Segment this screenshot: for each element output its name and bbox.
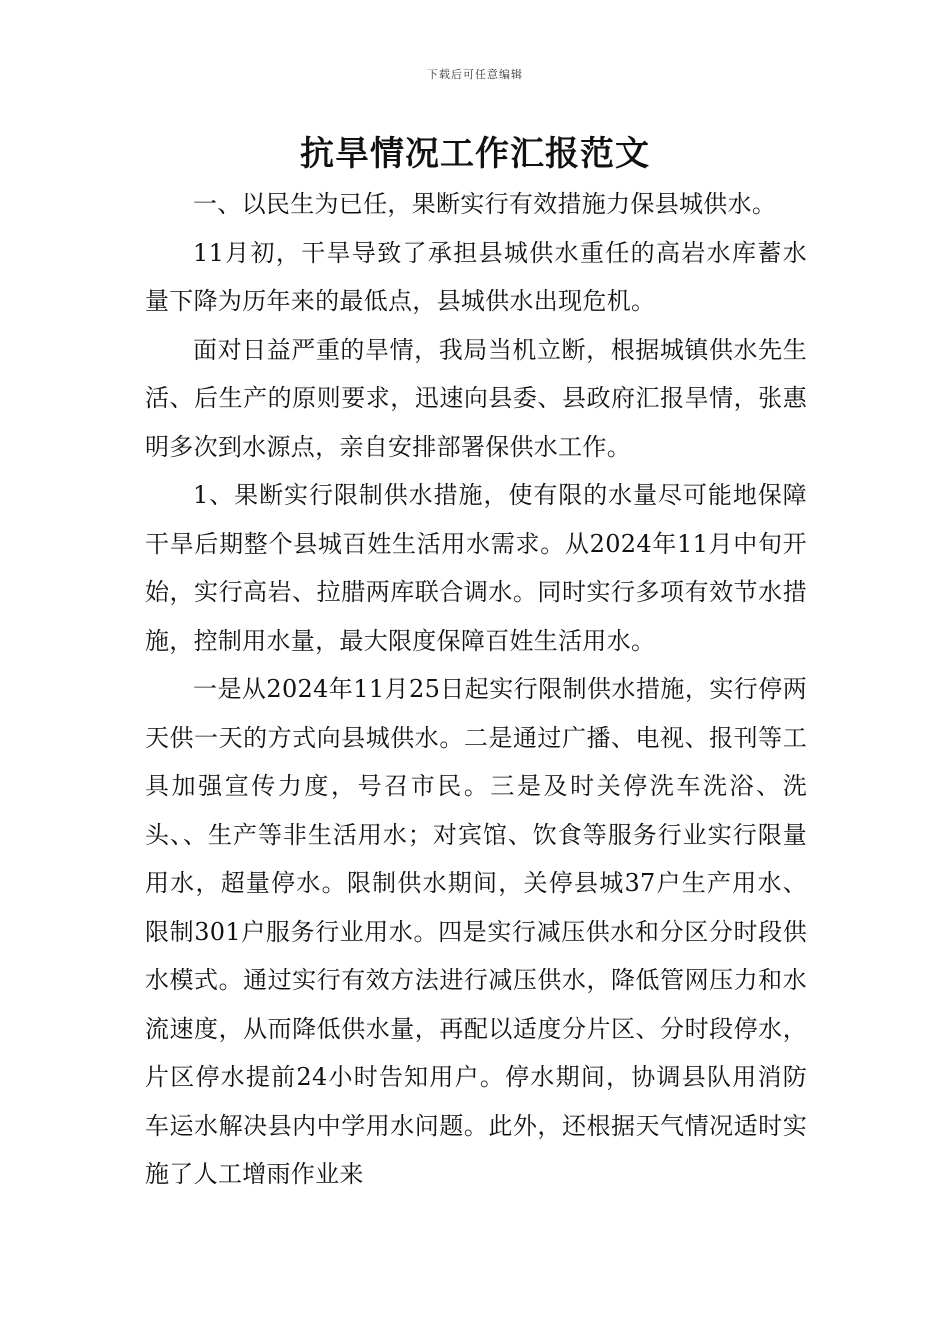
- paragraph: 1、果断实行限制供水措施，使有限的水量尽可能地保障干旱后期整个县城百姓生活用水需求。从2024年11月中旬开始，实行高岩、拉腊两库联合调水。同时实行多项有效节水措施，控制用水量，最大限度保障百姓生活用水。: [145, 481, 807, 655]
- paragraph: 一是从2024年11月25日起实行限制供水措施，实行停两天供一天的方式向县城供水。二是通过广播、电视、报刊等工具加强宣传力度，号召市民。三是及时关停洗车洗浴、洗头、、生产等非生活用水；对宾馆、饮食等服务行业实行限量用水，超量停水。限制供水期间，关停县城37户生产用水、限制301户服务行业用水。四是实行减压供水和分区分时段供水模式。通过实行有效方法进行减压供水，降低管网压力和水流速度，从而降低供水量，再配以适度分片区、分时段停水，片区停水提前24小时告知用户。停水期间，协调县队用消防车运水解决县内中学用水问题。此外，还根据天气情况适时实施了人工增雨作业来: [145, 675, 807, 1188]
- paragraph: 面对日益严重的旱情，我局当机立断，根据城镇供水先生活、后生产的原则要求，迅速向县委、县政府汇报旱情，张惠明多次到水源点，亲自安排部署保供水工作。: [145, 335, 807, 461]
- document-title: 抗旱情况工作汇报范文: [300, 134, 650, 174]
- paragraph: 一、以民生为已任，果断实行有效措施力保县城供水。: [193, 190, 777, 218]
- header-note: 下载后可任意编辑: [427, 68, 523, 81]
- document-body: [145, 180, 807, 1199]
- paragraph: 11月初，干旱导致了承担县城供水重任的高岩水库蓄水量下降为历年来的最低点，县城供水出现危机。: [145, 238, 807, 315]
